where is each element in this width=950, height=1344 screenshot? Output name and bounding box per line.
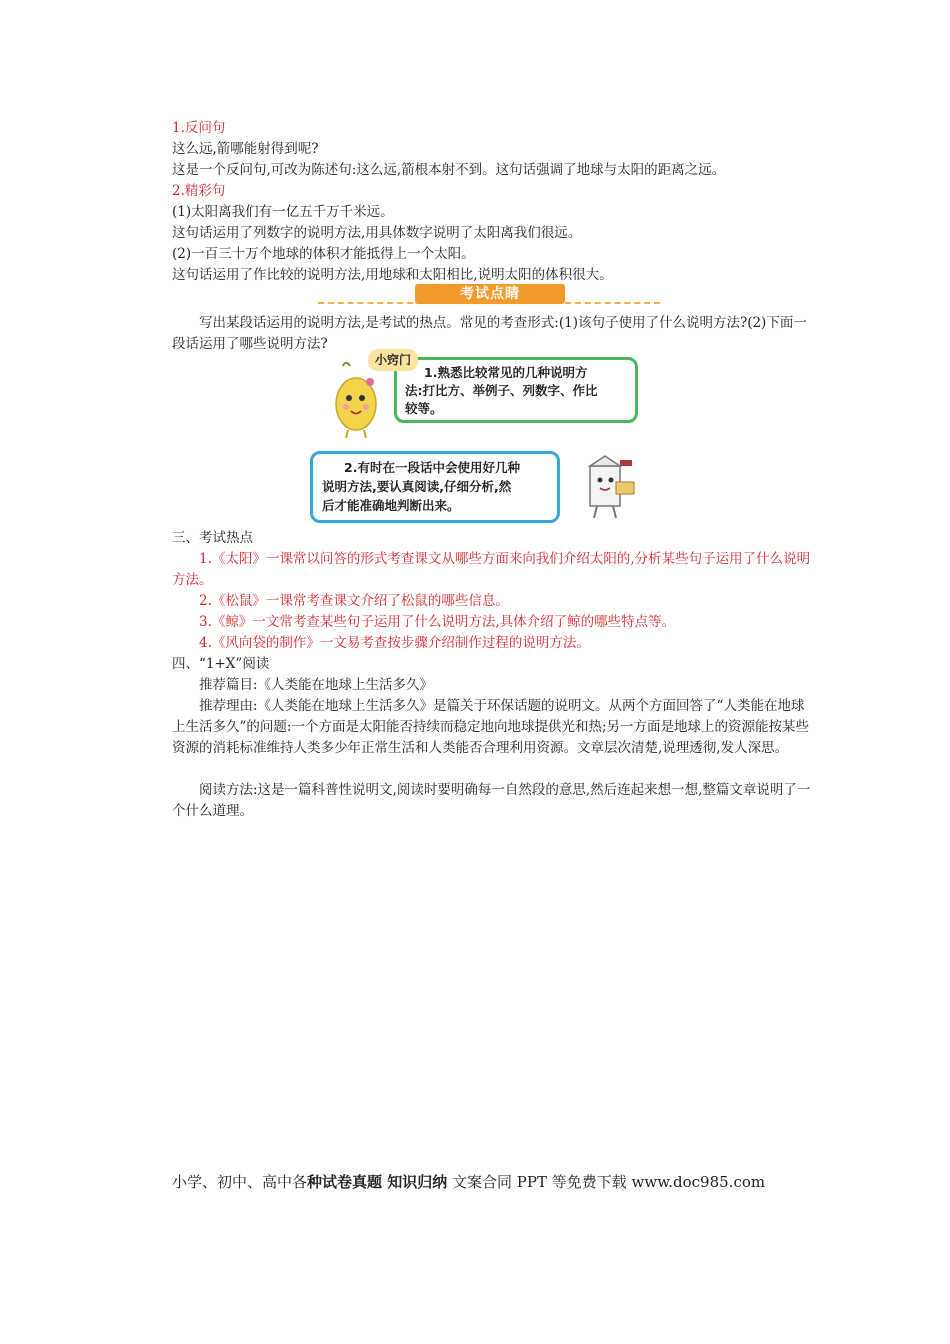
section-heading-exam-hotspots: 三、考试热点: [172, 530, 253, 546]
tip2-line-3: 后才能准确地判断出来。: [322, 498, 460, 513]
tip2-line-1: 2.有时在一段话中会使用好几种: [344, 460, 520, 475]
section-heading-reading: 四、“1+X”阅读: [172, 656, 270, 672]
text-line: 这是一个反问句,可改为陈述句:这么远,箭根本射不到。这句话强调了地球与太阳的距离之远。: [172, 162, 726, 178]
exam-focus-paragraph: 写出某段话运用的说明方法,是考试的热点。常见的考查形式:(1)该句子使用了什么说明方法?(2)下面一段话运用了哪些说明方法?: [172, 315, 807, 352]
exam-banner: 考试点睛: [415, 284, 565, 304]
tip2-line-2: 说明方法,要认真阅读,仔细分析,然: [322, 479, 512, 494]
tip1-line-2: 法:打比方、举例子、列数字、作比: [405, 383, 598, 398]
footer: [172, 1172, 792, 1192]
recommend-title: 推荐篇目:《人类能在地球上生活多久》: [199, 677, 434, 693]
footer-part-1: 小学、初中、高中各: [172, 1173, 308, 1191]
text-line: 这么远,箭哪能射得到呢?: [172, 141, 319, 157]
hotspot-item: 3.《鲸》一文常考查某些句子运用了什么说明方法,具体介绍了鲸的哪些特点等。: [199, 614, 676, 630]
hotspot-item: 1.《太阳》一课常以问答的形式考查课文从哪些方面来向我们介绍太阳的,分析某些句子运用了什么说明方法。: [172, 551, 811, 588]
tip1-line-3: 较等。: [405, 401, 443, 416]
footer-part-3: 文案合同 PPT 等免费下载: [447, 1173, 632, 1191]
text-line: (1)太阳离我们有一亿五千万千米远。: [172, 204, 394, 220]
milk-carton-character-icon: [580, 452, 640, 522]
text-line: 这句话运用了作比较的说明方法,用地球和太阳相比,说明太阳的体积很大。: [172, 267, 613, 283]
tip-tab-label: 小窍门: [368, 349, 418, 371]
text-line: (2)一百三十万个地球的体积才能抵得上一个太阳。: [172, 246, 475, 262]
reading-method: 阅读方法:这是一篇科普性说明文,阅读时要明确每一自然段的意思,然后连起来想一想,整篇文章说明了一个什么道理。: [172, 782, 811, 819]
footer-part-2: 种试卷真题 知识归纳: [307, 1173, 448, 1191]
text-line: 这句话运用了列数字的说明方法,用具体数字说明了太阳离我们很远。: [172, 225, 582, 241]
hotspot-item: 2.《松鼠》一课常考查课文介绍了松鼠的哪些信息。: [199, 593, 509, 609]
heading-excellent-sentence: 2.精彩句: [172, 183, 226, 199]
heading-rhetorical-question: 1.反问句: [172, 120, 226, 136]
footer-url[interactable]: www.doc985.com: [631, 1173, 766, 1191]
tip1-line-1: 1.熟悉比较常见的几种说明方: [424, 365, 588, 380]
lemon-character-icon: [330, 360, 382, 440]
recommend-reason: 推荐理由:《人类能在地球上生活多久》是篇关于环保话题的说明文。从两个方面回答了“人类能在地球上生活多久”的问题:一个方面是太阳能否持续而稳定地向地球提供光和热;另一方面是地球上的资源能按某些资源的消耗标准维持人类多少年正常生活和人类能否合理利用资源。文章层次清楚,说理透彻,发人深思。: [172, 698, 809, 756]
hotspot-item: 4.《风向袋的制作》一文易考查按步骤介绍制作过程的说明方法。: [199, 635, 590, 651]
